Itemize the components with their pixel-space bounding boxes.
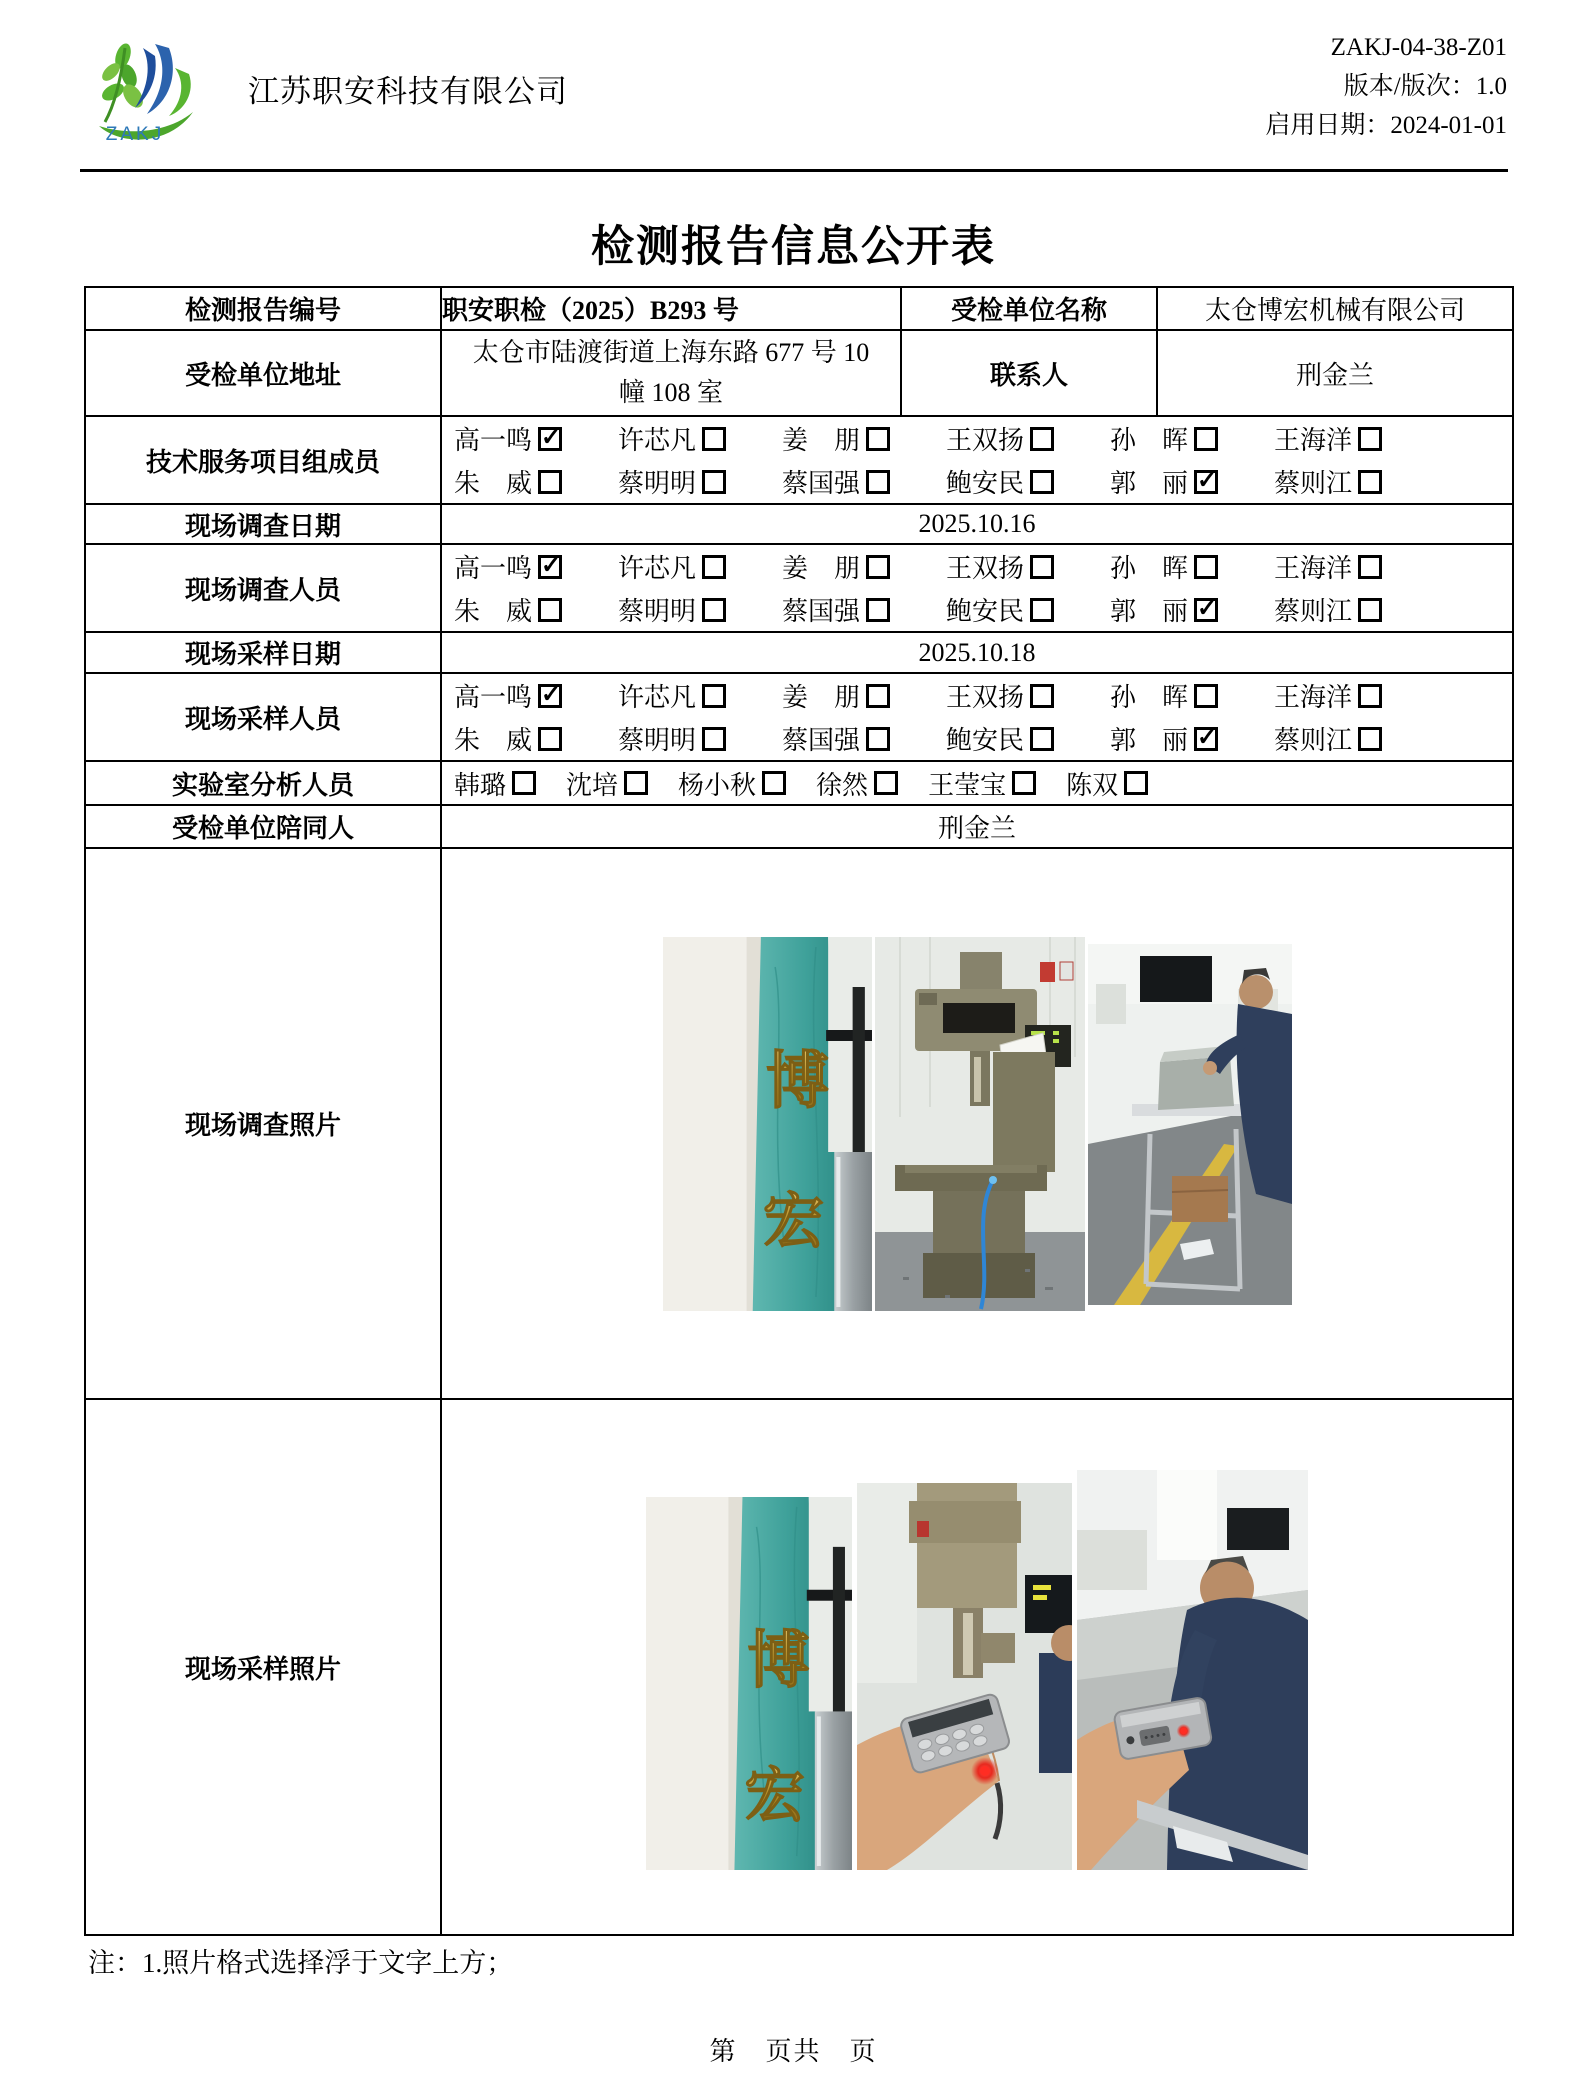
team-label: 技术服务项目组成员 — [85, 416, 441, 504]
member-name: 王海洋 — [1274, 426, 1353, 455]
checkbox-unchecked-icon[interactable] — [1194, 555, 1218, 579]
factory-sign-photo — [663, 937, 872, 1311]
checkbox-unchecked-icon[interactable] — [866, 727, 890, 751]
sampling-photos-cell — [441, 1399, 1513, 1935]
sampling-staff-label: 现场采样人员 — [85, 673, 441, 761]
escort-value: 刑金兰 — [441, 805, 1513, 848]
checkbox-unchecked-icon[interactable] — [1358, 427, 1382, 451]
checkbox-unchecked-icon[interactable] — [866, 427, 890, 451]
checkbox-unchecked-icon[interactable] — [538, 470, 562, 494]
member-checklist — [442, 460, 1512, 503]
member-item — [1274, 677, 1382, 714]
checkbox-unchecked-icon[interactable] — [1124, 771, 1148, 795]
page-title: 检测报告信息公开表 — [591, 224, 996, 271]
member-name: 蔡国强 — [782, 469, 861, 498]
checkbox-checked-icon[interactable]: ✓ — [538, 684, 562, 708]
checkbox-unchecked-icon[interactable] — [866, 555, 890, 579]
table-row — [85, 805, 1513, 848]
member-name: 姜 朋 — [782, 554, 860, 583]
footnote: 注：1.照片格式选择浮于文字上方； — [88, 1948, 514, 1978]
member-item — [1274, 591, 1382, 628]
sampling-device-machine-photo — [857, 1483, 1072, 1870]
lab-staff-label: 实验室分析人员 — [85, 761, 441, 805]
member-item — [454, 677, 562, 714]
member-name: 蔡国强 — [782, 597, 861, 626]
member-checklist — [442, 717, 1512, 760]
doc-start-date: 启用日期：2024-01-01 — [1265, 112, 1507, 139]
checkbox-unchecked-icon[interactable] — [538, 727, 562, 751]
checkbox-unchecked-icon[interactable] — [866, 598, 890, 622]
member-name: 许芯凡 — [618, 554, 697, 583]
table-row — [85, 330, 1513, 416]
member-item — [782, 677, 890, 714]
member-name: 韩璐 — [454, 770, 507, 800]
checkbox-unchecked-icon[interactable] — [866, 684, 890, 708]
member-item — [928, 765, 1036, 802]
member-item — [946, 720, 1054, 757]
member-name: 王双扬 — [946, 426, 1025, 455]
sign-char-top: 博 — [765, 1046, 829, 1116]
address-label: 受检单位地址 — [85, 330, 441, 416]
member-checklist — [442, 545, 1512, 588]
member-name: 王双扬 — [946, 683, 1025, 712]
member-name: 徐然 — [816, 770, 869, 800]
member-name: 郭 丽 — [1110, 469, 1188, 498]
checkbox-unchecked-icon[interactable] — [1358, 470, 1382, 494]
survey-photos-cell — [441, 848, 1513, 1399]
member-name: 王莹宝 — [928, 770, 1007, 800]
checkbox-unchecked-icon[interactable] — [702, 555, 726, 579]
member-name: 朱 威 — [454, 726, 532, 755]
member-item — [946, 677, 1054, 714]
member-name: 鲍安民 — [946, 469, 1025, 498]
checkbox-checked-icon[interactable]: ✓ — [538, 555, 562, 579]
member-name: 蔡则江 — [1274, 469, 1353, 498]
member-item — [618, 677, 726, 714]
table-row — [85, 848, 1513, 1399]
member-name: 王双扬 — [946, 554, 1025, 583]
milling-machine-photo — [875, 937, 1085, 1311]
member-item — [816, 765, 898, 802]
checkbox-unchecked-icon[interactable] — [702, 727, 726, 751]
company-name: 江苏职安科技有限公司 — [248, 74, 568, 109]
checkbox-unchecked-icon[interactable] — [1030, 598, 1054, 622]
member-checklist — [442, 674, 1512, 717]
member-name: 蔡明明 — [618, 469, 697, 498]
address-line-2: 幢 108 室 — [618, 378, 723, 407]
member-name: 蔡则江 — [1274, 597, 1353, 626]
member-name: 郭 丽 — [1110, 597, 1188, 626]
doc-code: ZAKJ-04-38-Z01 — [1330, 34, 1507, 61]
member-item — [1066, 765, 1148, 802]
member-name: 许芯凡 — [618, 426, 697, 455]
company-logo — [85, 34, 240, 144]
member-item — [782, 591, 890, 628]
checkbox-unchecked-icon[interactable] — [702, 427, 726, 451]
header-divider — [80, 169, 1508, 172]
factory-sign-photo — [646, 1497, 852, 1870]
member-name: 王海洋 — [1274, 683, 1353, 712]
member-item — [618, 463, 726, 500]
checkbox-unchecked-icon[interactable] — [1030, 470, 1054, 494]
survey-date-value: 2025.10.16 — [441, 504, 1513, 544]
sampling-date-label: 现场采样日期 — [85, 632, 441, 673]
checkbox-unchecked-icon[interactable] — [1012, 771, 1036, 795]
checkbox-unchecked-icon[interactable] — [1030, 555, 1054, 579]
member-item — [782, 463, 890, 500]
checkbox-unchecked-icon[interactable] — [512, 771, 536, 795]
member-item — [454, 420, 562, 457]
sign-char-top: 博 — [747, 1627, 810, 1696]
member-name: 朱 威 — [454, 597, 532, 626]
member-item — [618, 548, 726, 585]
member-name: 高一鸣 — [454, 683, 533, 712]
unit-name-label: 受检单位名称 — [901, 287, 1157, 330]
member-item — [1110, 677, 1218, 714]
checkbox-unchecked-icon[interactable] — [874, 771, 898, 795]
member-item — [1110, 591, 1218, 628]
address-value — [441, 330, 901, 416]
member-item — [454, 591, 562, 628]
sampling-date-value: 2025.10.18 — [441, 632, 1513, 673]
checkbox-unchecked-icon[interactable] — [762, 771, 786, 795]
member-name: 孙 晖 — [1110, 683, 1188, 712]
member-checklist — [442, 588, 1512, 631]
survey-date-label: 现场调查日期 — [85, 504, 441, 544]
member-item — [454, 765, 536, 802]
checkbox-unchecked-icon[interactable] — [1358, 598, 1382, 622]
member-item — [946, 463, 1054, 500]
member-checklist — [442, 417, 1512, 460]
member-item — [1274, 463, 1382, 500]
member-item — [946, 420, 1054, 457]
checkbox-unchecked-icon[interactable] — [866, 470, 890, 494]
table-row — [85, 416, 1513, 504]
report-no-value: 职安职检（2025）B293 号 — [441, 287, 901, 330]
member-item — [1274, 548, 1382, 585]
member-item — [782, 548, 890, 585]
checkbox-unchecked-icon[interactable] — [1194, 684, 1218, 708]
survey-staff-label: 现场调查人员 — [85, 544, 441, 632]
checkbox-checked-icon[interactable]: ✓ — [1194, 727, 1218, 751]
checkbox-unchecked-icon[interactable] — [1358, 684, 1382, 708]
sampling-photos-label: 现场采样照片 — [85, 1399, 441, 1935]
member-checklist — [442, 762, 1512, 804]
member-name: 沈培 — [566, 770, 619, 800]
member-item — [1110, 720, 1218, 757]
doc-version: 版本/版次：1.0 — [1343, 73, 1507, 100]
survey-photos-label: 现场调查照片 — [85, 848, 441, 1399]
checkbox-unchecked-icon[interactable] — [1030, 427, 1054, 451]
member-item — [618, 720, 726, 757]
address-line-1: 太仓市陆渡街道上海东路 677 号 10 — [472, 338, 870, 367]
report-info-table — [84, 286, 1514, 1936]
member-item — [1110, 463, 1218, 500]
member-item — [454, 720, 562, 757]
member-item — [566, 765, 648, 802]
checkbox-checked-icon[interactable]: ✓ — [1194, 470, 1218, 494]
member-item — [946, 591, 1054, 628]
checkbox-unchecked-icon[interactable] — [702, 684, 726, 708]
table-row — [85, 632, 1513, 673]
survey-staff-cell — [441, 544, 1513, 632]
checkbox-unchecked-icon[interactable] — [702, 598, 726, 622]
sampling-staff-cell — [441, 673, 1513, 761]
member-item — [1274, 720, 1382, 757]
checkbox-unchecked-icon[interactable] — [702, 470, 726, 494]
sign-char-bottom: 宏 — [762, 1189, 824, 1256]
document-code-block — [1265, 28, 1507, 145]
table-row — [85, 504, 1513, 544]
member-item — [1274, 420, 1382, 457]
checkbox-unchecked-icon[interactable] — [624, 771, 648, 795]
checkbox-unchecked-icon[interactable] — [1030, 727, 1054, 751]
member-name: 鲍安民 — [946, 597, 1025, 626]
sign-char-bottom: 宏 — [744, 1762, 805, 1830]
logo-text: ZAKJ — [105, 124, 165, 144]
lab-staff-cell — [441, 761, 1513, 805]
member-item — [1110, 548, 1218, 585]
worker-bench-photo — [1088, 944, 1292, 1305]
contact-label: 联系人 — [901, 330, 1157, 416]
sampling-photo-strip — [442, 1400, 1512, 1870]
checkbox-checked-icon[interactable]: ✓ — [1194, 598, 1218, 622]
survey-photo-strip — [442, 849, 1512, 1311]
member-name: 高一鸣 — [454, 554, 533, 583]
checkbox-checked-icon[interactable]: ✓ — [538, 427, 562, 451]
member-item — [1110, 420, 1218, 457]
checkbox-unchecked-icon[interactable] — [1358, 555, 1382, 579]
checkbox-unchecked-icon[interactable] — [538, 598, 562, 622]
report-no-label: 检测报告编号 — [85, 287, 441, 330]
team-members-cell — [441, 416, 1513, 504]
member-item — [618, 591, 726, 628]
member-name: 王海洋 — [1274, 554, 1353, 583]
contact-value: 刑金兰 — [1157, 330, 1513, 416]
table-row — [85, 1399, 1513, 1935]
member-name: 姜 朋 — [782, 683, 860, 712]
unit-name-value: 太仓博宏机械有限公司 — [1157, 287, 1513, 330]
checkbox-unchecked-icon[interactable] — [1194, 427, 1218, 451]
member-item — [782, 720, 890, 757]
sampling-device-worker-photo — [1077, 1470, 1308, 1870]
page-footer: 第 页共 页 — [709, 2037, 878, 2066]
member-name: 蔡则江 — [1274, 726, 1353, 755]
table-row — [85, 287, 1513, 330]
table-row — [85, 673, 1513, 761]
table-row — [85, 544, 1513, 632]
member-name: 陈双 — [1066, 770, 1119, 800]
member-item — [782, 420, 890, 457]
member-item — [454, 463, 562, 500]
escort-label: 受检单位陪同人 — [85, 805, 441, 848]
member-name: 鲍安民 — [946, 726, 1025, 755]
member-name: 郭 丽 — [1110, 726, 1188, 755]
table-row — [85, 761, 1513, 805]
member-item — [454, 548, 562, 585]
member-name: 杨小秋 — [678, 770, 757, 800]
checkbox-unchecked-icon[interactable] — [1358, 727, 1382, 751]
member-name: 孙 晖 — [1110, 554, 1188, 583]
member-name: 孙 晖 — [1110, 426, 1188, 455]
member-item — [678, 765, 786, 802]
member-name: 蔡国强 — [782, 726, 861, 755]
member-item — [946, 548, 1054, 585]
member-name: 蔡明明 — [618, 597, 697, 626]
member-name: 许芯凡 — [618, 683, 697, 712]
checkbox-unchecked-icon[interactable] — [1030, 684, 1054, 708]
member-item — [618, 420, 726, 457]
member-name: 姜 朋 — [782, 426, 860, 455]
member-name: 朱 威 — [454, 469, 532, 498]
member-name: 高一鸣 — [454, 426, 533, 455]
member-name: 蔡明明 — [618, 726, 697, 755]
